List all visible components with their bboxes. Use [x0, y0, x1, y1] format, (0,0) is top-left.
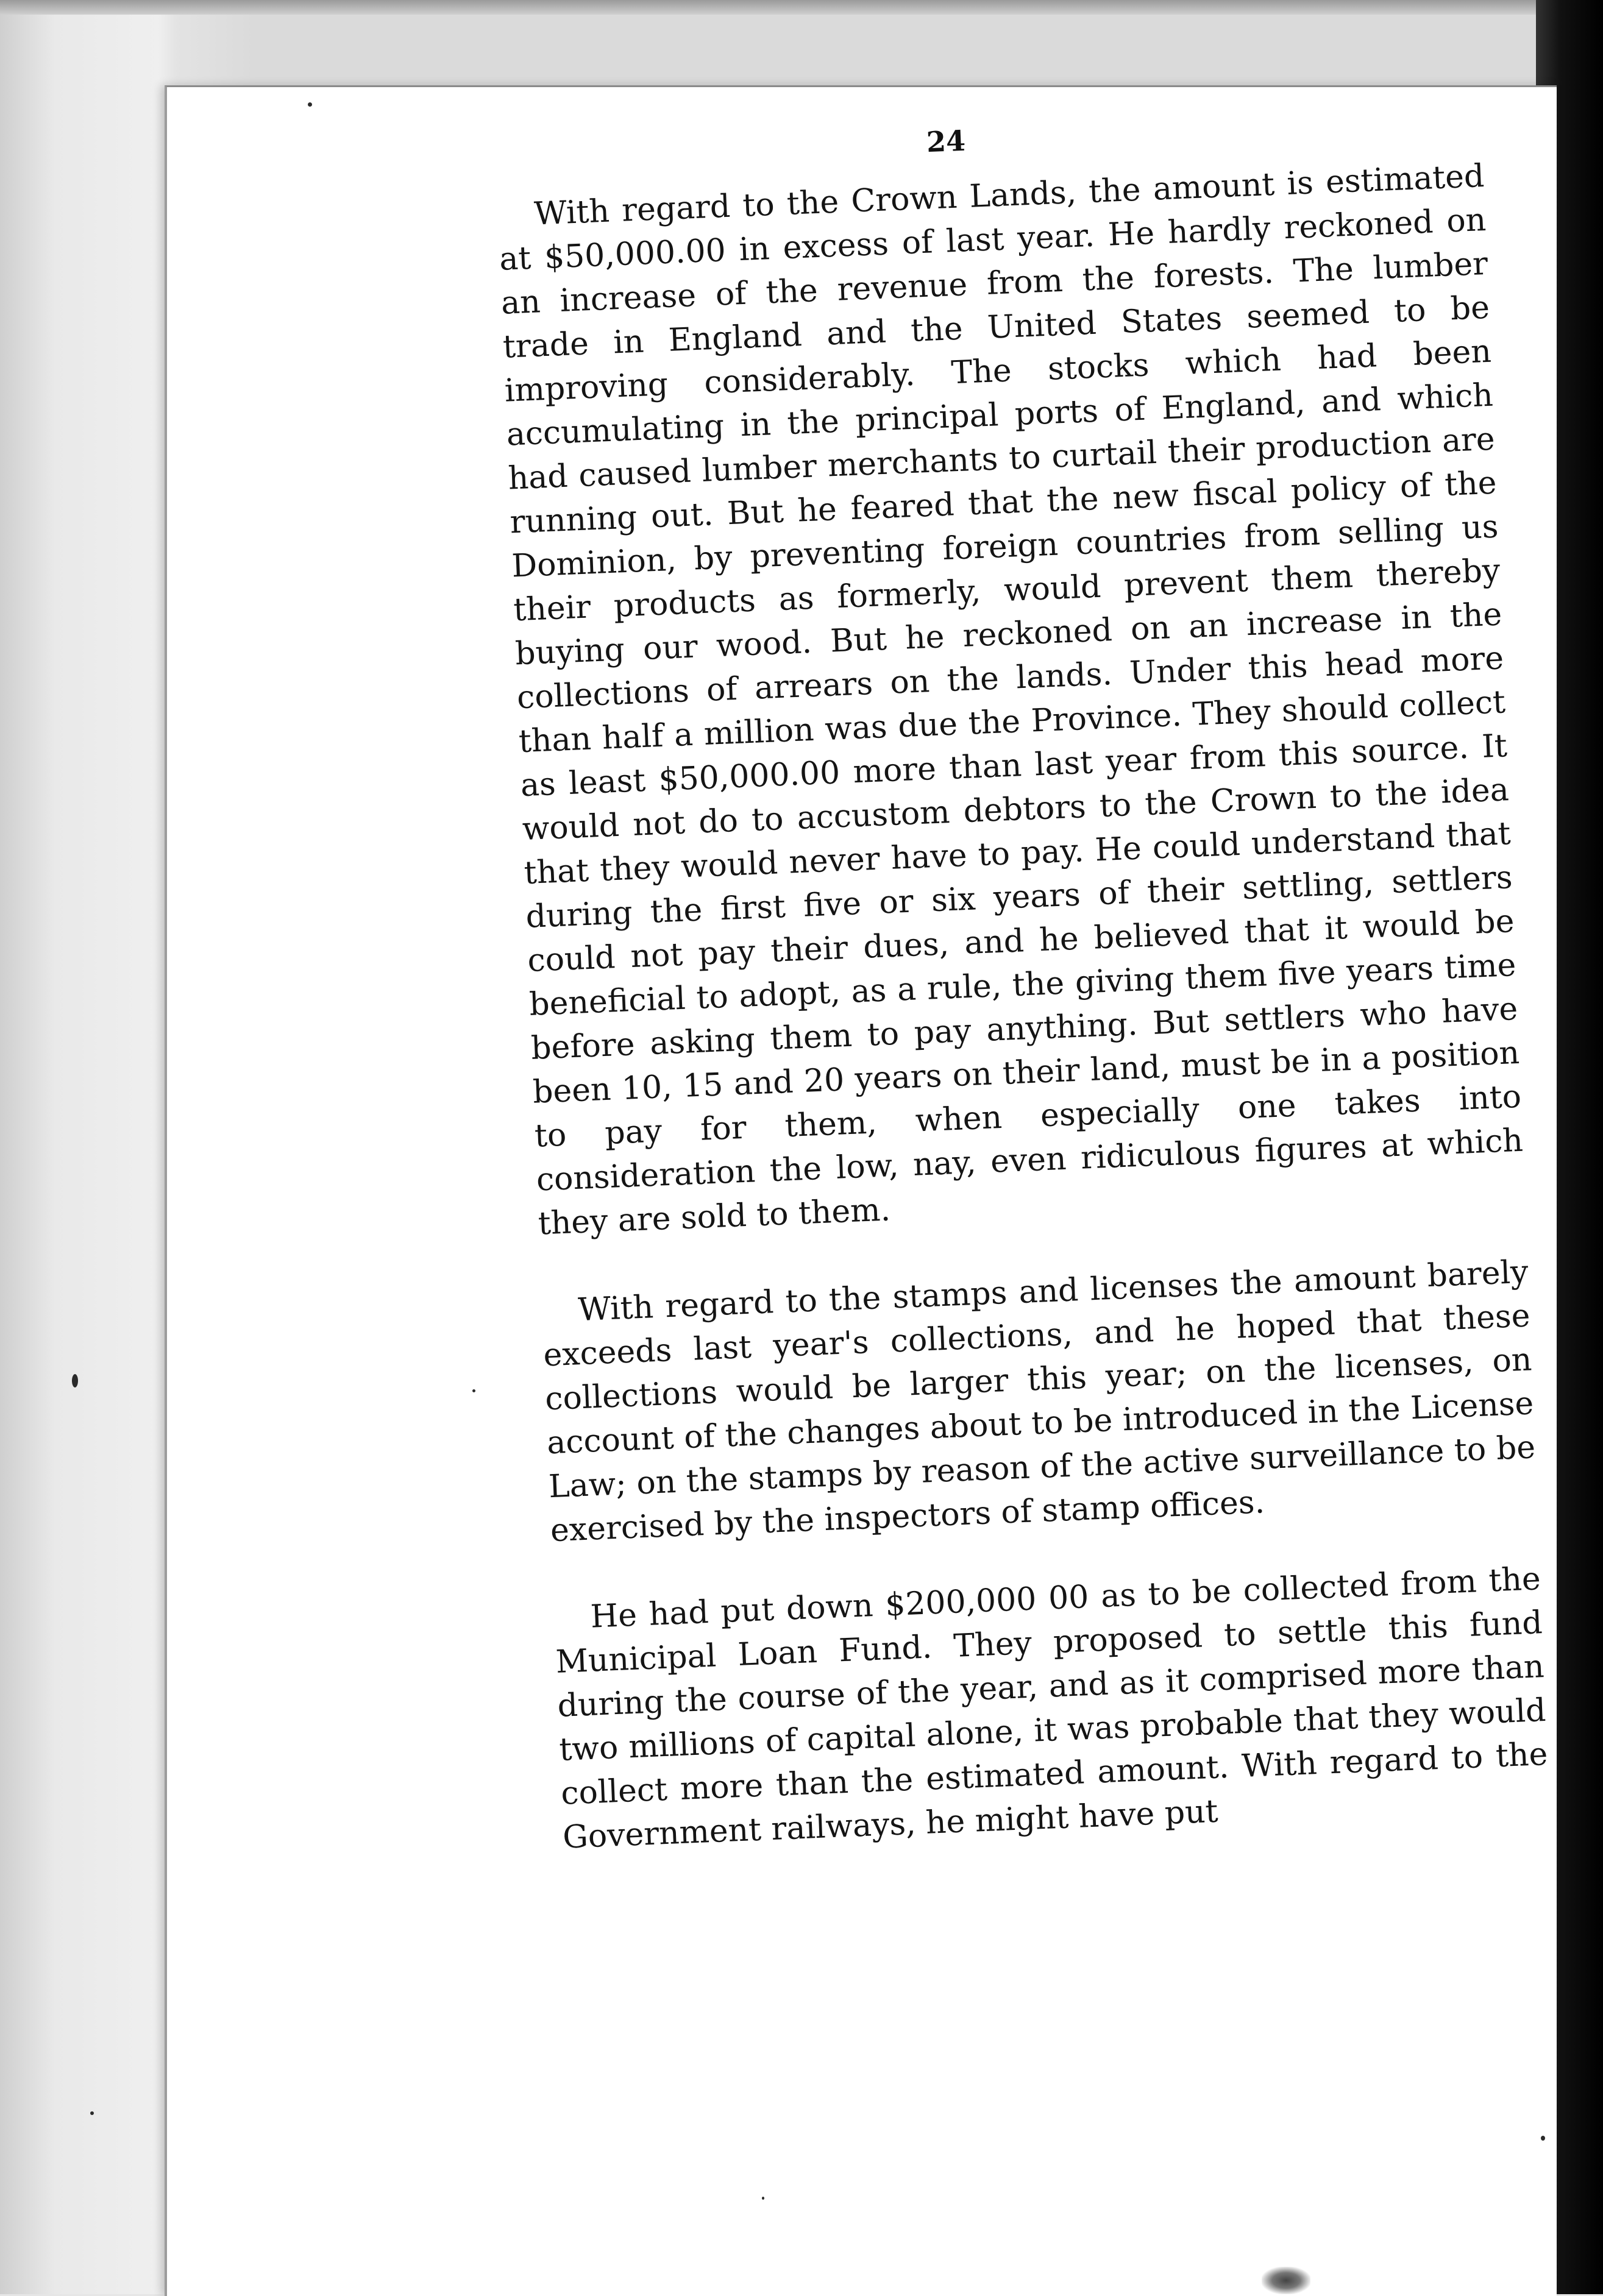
scan-smudge	[1262, 2267, 1310, 2294]
paragraph-municipal-loan-fund: He had put down $200,000 00 as to be collected from the Municipal Loan Fund. They proposed to settle this fund during the course of the year, and as it comprised more than two millions of capital alone, it was probable that they would collect more than the estimated amount. With regard to the Government railways, he might have put	[555, 1561, 1549, 1856]
ink-speck	[762, 2197, 764, 2200]
body-text	[497, 154, 1552, 1904]
scan-top-edge	[0, 0, 1603, 15]
ink-speck	[72, 1374, 78, 1387]
page-number: 24	[925, 124, 967, 159]
paragraph-crown-lands: With regard to the Crown Lands, the amount is estimated at $50,000.00 in excess of last year. He hardly reckoned on an increase of the revenue from the forests. The lumber trade in England and the United States seemed to be improving considerably. The stocks which had been accumulating in the principal ports of England, and which had caused lumber merchants to curtail their production are running out. But he feared that the new fiscal policy of the Dominion, by preventing foreign countries from selling us their products as formerly, would prevent them thereby buying our wood. But he reckoned on an increase in the collections of arrears on the lands. Under this head more than half a million was due the Province. They should collect as least $50,000.00 more than last year from this source. It would not do to accustom debtors to the Crown to the idea that they would never have to pay. He could understand that during the first five or six years of their settling, settlers could not pay their dues, and he believed that it would be beneficial to adopt, as a rule, the giving them five years time before asking them to pay anything. But settlers who have been 10, 15 and 20 years on their land, must be in a position to pay for them, when especially one takes into consideration the low, nay, even ridiculous figures at which they are sold to them.	[499, 157, 1524, 1242]
ink-speck	[308, 102, 312, 107]
paragraph-stamps-licenses: With regard to the stamps and licenses the amount barely exceeds last year's collections, and he hoped that these collections would be larger this year; on the licenses, on account of the changes about to be introduced in the License Law; on the stamps by reason of the active surveillance to be exercised by the inspectors of stamp offices.	[542, 1253, 1537, 1550]
ink-speck	[1541, 2136, 1545, 2141]
ink-speck	[472, 1389, 475, 1392]
ink-speck	[90, 2111, 94, 2115]
